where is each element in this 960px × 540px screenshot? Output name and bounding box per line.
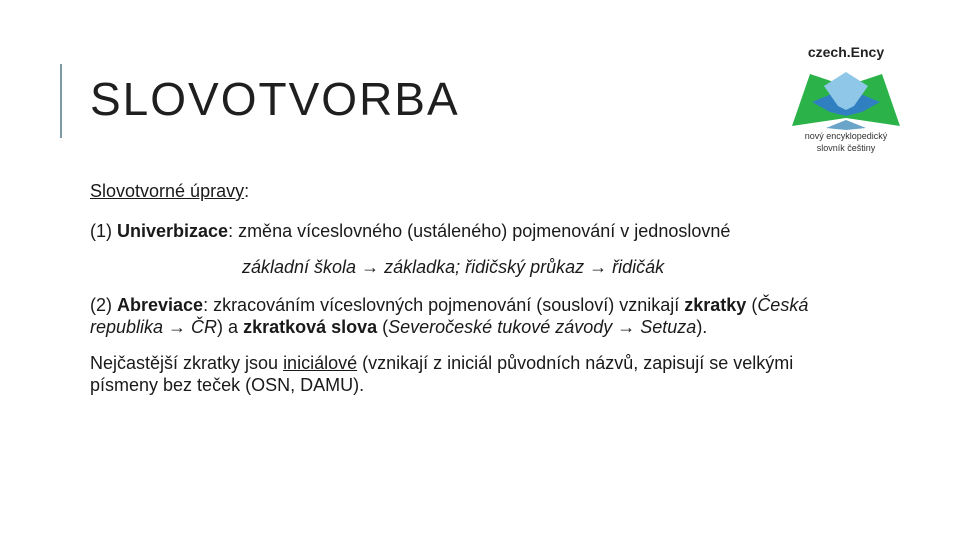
abreviace-text5: ).	[696, 317, 708, 337]
title-accent-bar	[60, 64, 62, 138]
univerbizace-number: (1)	[90, 221, 117, 241]
initialove-text1: Nejčastější zkratky jsou	[90, 353, 284, 373]
abreviace-example1: Česká republika → ČR	[90, 295, 809, 337]
logo-subtitle-line2: slovník češtiny	[816, 143, 876, 153]
heading-underlined: Slovotvorné úpravy	[90, 181, 245, 201]
section-heading	[90, 180, 860, 202]
abreviace-text4: (	[377, 317, 389, 337]
abreviace-number: (2)	[90, 295, 117, 315]
initialove-paragraph	[90, 352, 860, 396]
abreviace-example2: Severočeské tukové závody → Setuza	[388, 317, 697, 337]
abreviace-term: Abreviace	[117, 295, 204, 315]
slide-title: SLOVOTVORBA	[90, 73, 460, 125]
logo-name: czech.Ency	[807, 44, 885, 60]
logo-subtitle-line1: nový encyklopedický	[804, 131, 888, 141]
zkratkova-slova-term: zkratková slova	[243, 317, 378, 337]
book-icon	[790, 66, 902, 130]
initialove-term: iniciálové	[283, 353, 358, 373]
univerbizace-term: Univerbizace	[117, 221, 229, 241]
logo-subtitle	[788, 130, 904, 154]
abreviace-text3: ) a	[217, 317, 244, 337]
zkratky-term: zkratky	[684, 295, 747, 315]
slide-content	[90, 180, 860, 396]
univerbizace-definition: : změna víceslovného (ustáleného) pojmenování v jednoslovné	[228, 221, 731, 241]
abreviace-text2: (	[746, 295, 758, 315]
abreviace-text1: : zkracováním víceslovných pojmenování (sousloví) vznikají	[203, 295, 685, 315]
czech-ency-logo	[788, 44, 904, 156]
initialove-text2: (vznikají z iniciál původních názvů, zapisují se velkými písmeny bez teček (OSN, DAMU).	[90, 353, 794, 395]
univerbizace-paragraph	[90, 220, 860, 242]
univerbizace-example: základní škola → základka; řidičský průkaz → řidičák	[242, 257, 665, 277]
heading-colon: :	[244, 181, 250, 201]
abreviace-paragraph	[90, 294, 860, 338]
